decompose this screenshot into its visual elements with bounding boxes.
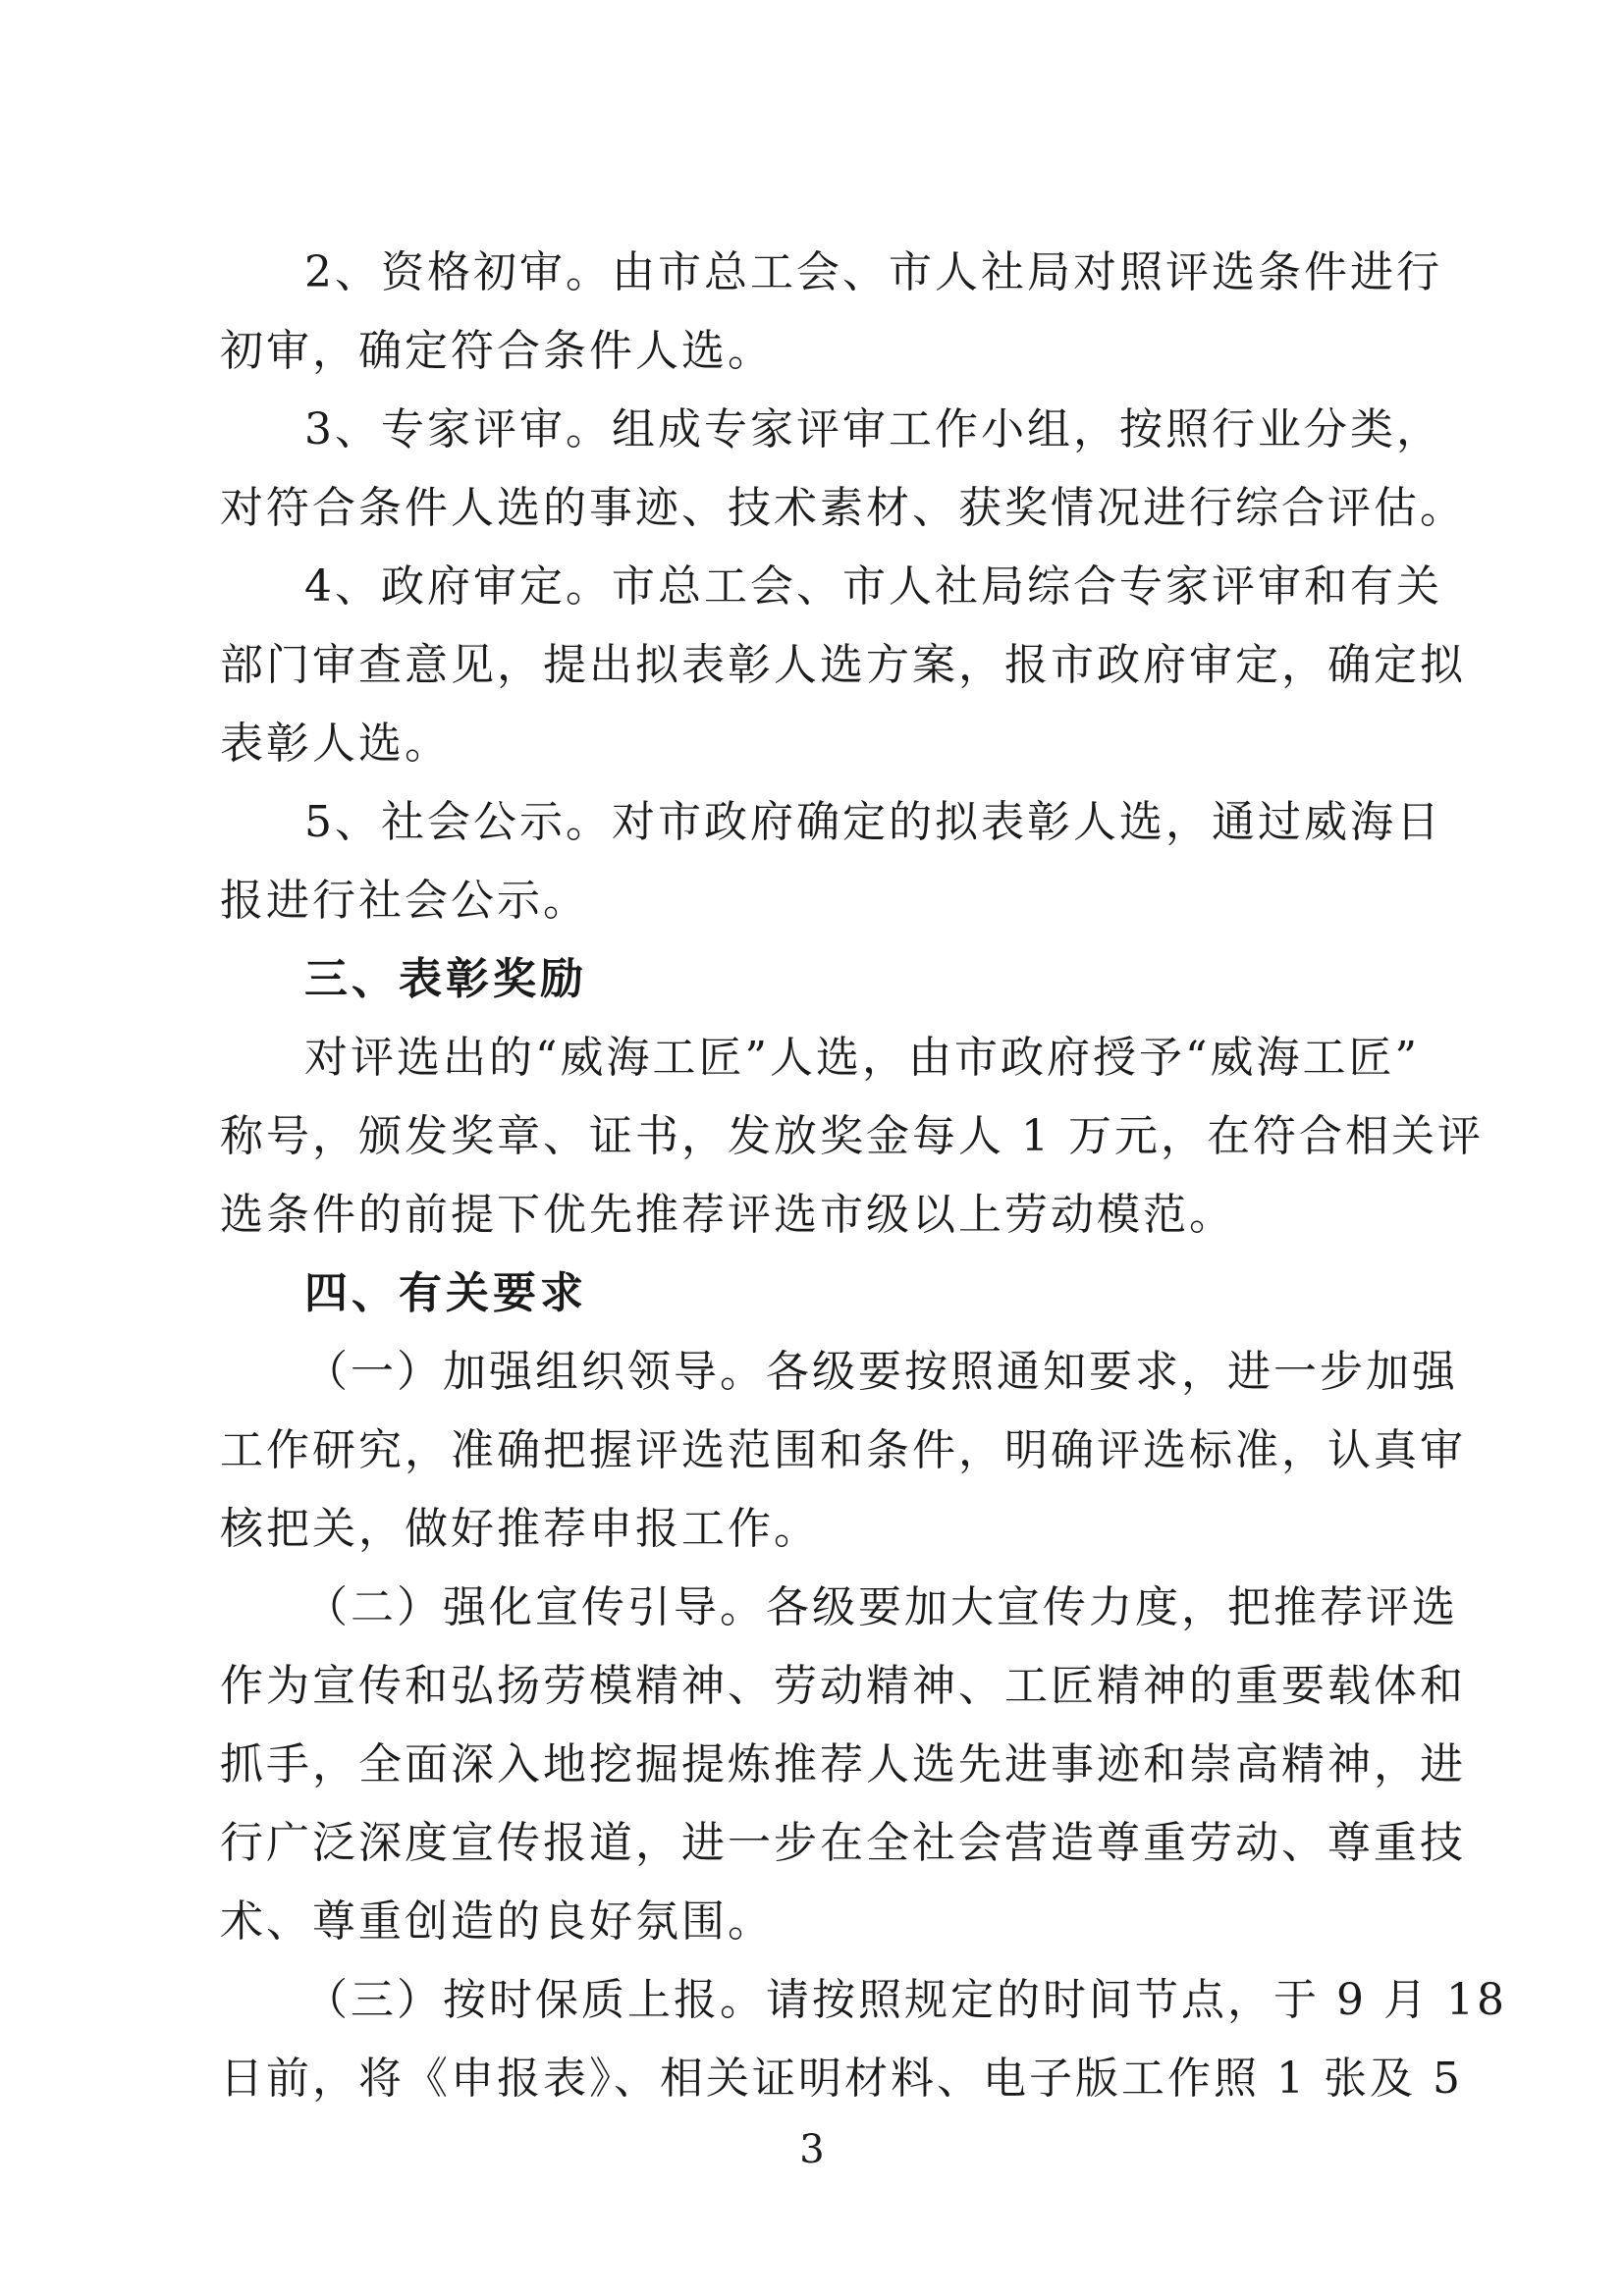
paragraph-line: 3、专家评审。组成专家评审工作小组，按照行业分类，	[304, 404, 1442, 454]
section-heading: 三、表彰奖励	[304, 954, 587, 1004]
paragraph-line: 抓手，全面深入地挖掘提炼推荐人选先进事迹和崇高精神，进	[220, 1739, 1466, 1789]
paragraph-line: （一）加强组织领导。各级要按照通知要求，进一步加强	[304, 1347, 1458, 1397]
paragraph-line: 2、资格初审。由市总工会、市人社局对照评选条件进行	[304, 247, 1442, 297]
paragraph-line: 选条件的前提下优先推荐评选市级以上劳动模范。	[220, 1190, 1235, 1240]
paragraph-line: 日前，将《申报表》、相关证明材料、电子版工作照 1 张及 5	[220, 2054, 1463, 2104]
paragraph-line: 表彰人选。	[220, 719, 451, 769]
paragraph-line: 行广泛深度宣传报道，进一步在全社会营造尊重劳动、尊重技	[220, 1818, 1466, 1868]
paragraph-line: 核把关，做好推荐申报工作。	[220, 1504, 820, 1554]
paragraph-line: 工作研究，准确把握评选范围和条件，明确评选标准，认真审	[220, 1425, 1466, 1475]
paragraph-line: 报进行社会公示。	[220, 876, 589, 926]
paragraph-line: 部门审查意见，提出拟表彰人选方案，报市政府审定，确定拟	[220, 640, 1466, 690]
paragraph-line: 对符合条件人选的事迹、技术素材、获奖情况进行综合评估。	[220, 483, 1466, 533]
paragraph-line: 初审，确定符合条件人选。	[220, 326, 774, 376]
paragraph-line: 术、尊重创造的良好氛围。	[220, 1896, 774, 1947]
paragraph-line: 5、社会公示。对市政府确定的拟表彰人选，通过威海日	[304, 797, 1442, 847]
section-heading: 四、有关要求	[304, 1268, 587, 1318]
paragraph-line: 作为宣传和弘扬劳模精神、劳动精神、工匠精神的重要载体和	[220, 1661, 1466, 1711]
paragraph-line: 称号，颁发奖章、证书，发放奖金每人 1 万元，在符合相关评	[220, 1111, 1484, 1161]
paragraph-line: （三）按时保质上报。请按照规定的时间节点，于 9 月 18	[304, 1975, 1507, 2025]
paragraph-line: 对评选出的“威海工匠”人选，由市政府授予“威海工匠”	[304, 1033, 1420, 1083]
page-number: 3	[799, 2127, 825, 2172]
paragraph-line: 4、政府审定。市总工会、市人社局综合专家评审和有关	[304, 561, 1442, 612]
paragraph-line: （二）强化宣传引导。各级要加大宣传力度，把推荐评选	[304, 1582, 1458, 1632]
